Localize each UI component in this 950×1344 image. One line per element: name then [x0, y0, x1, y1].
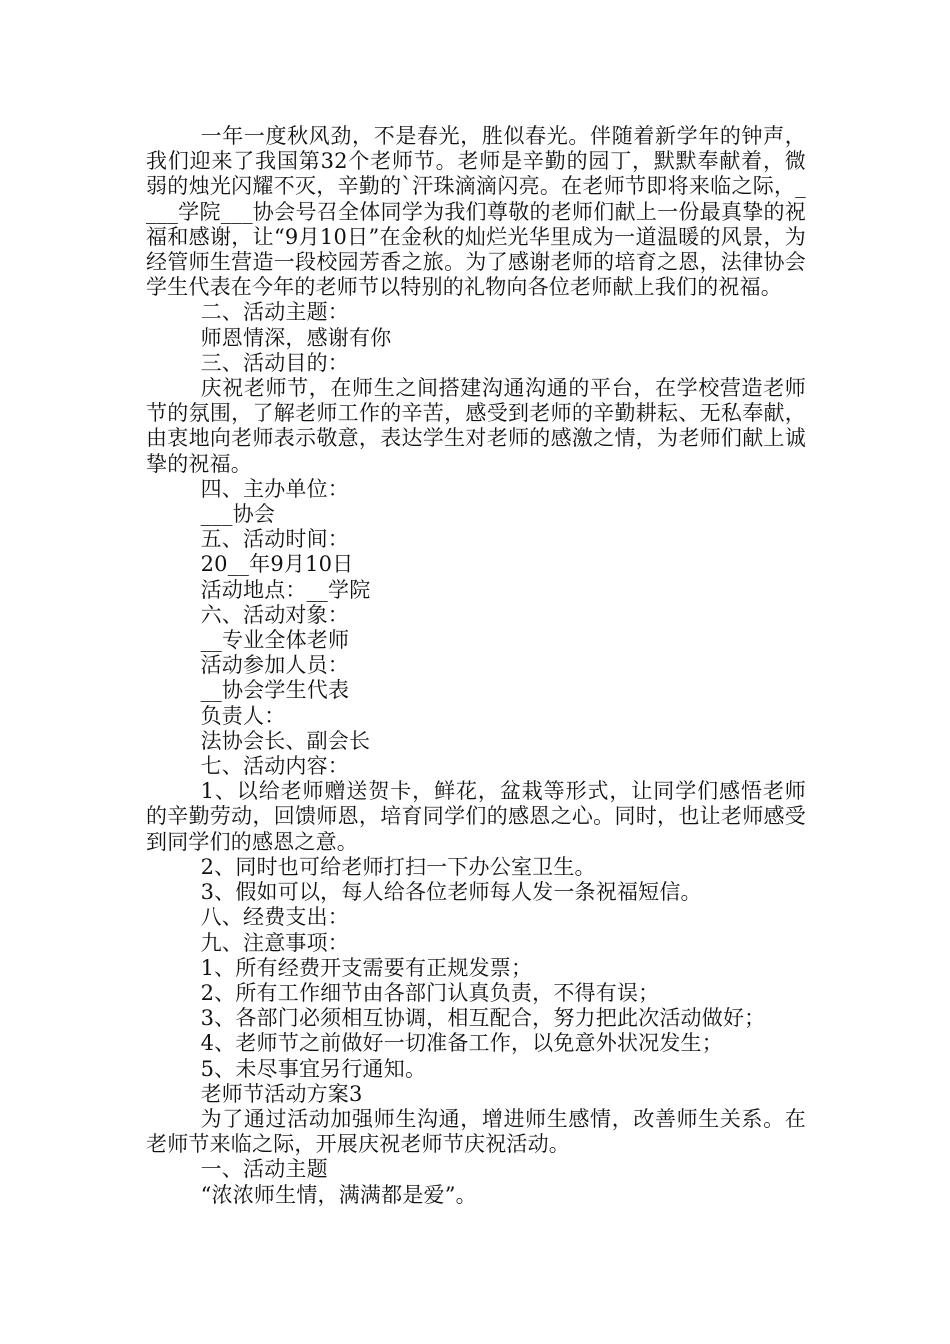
section-heading-time: 五、活动时间：: [200, 527, 349, 552]
lead-text: 法协会长、副会长: [200, 728, 371, 753]
plan-3-title: 老师节活动方案3: [200, 1081, 363, 1106]
note-item-1: 1、所有经费开支需要有正规发票；: [200, 955, 533, 980]
note-item-2: 2、所有工作细节由各部门认真负责，不得有误；: [200, 980, 660, 1005]
section-heading-organizer: 四、主办单位：: [200, 476, 349, 501]
location-text: 活动地点：__学院: [200, 577, 371, 602]
theme-text: 师恩情深，感谢有你: [200, 325, 392, 350]
note-item-4: 4、老师节之前做好一切准备工作，以免意外状况发生；: [200, 1031, 723, 1056]
section-heading-purpose: 三、活动目的：: [200, 350, 349, 375]
purpose-paragraph: 庆祝老师节，在师生之间搭建沟通沟通的平台，在学校营造老师节的氛围，了解老师工作的辛苦，感受到老师的辛勤耕耘、无私奉献，由衷地向老师表示敬意，表达学生对老师的感激之情，为老师们献上诚挚的祝福。: [146, 376, 806, 476]
section-heading-budget: 八、经费支出：: [200, 905, 349, 930]
time-text: 20__年9月10日: [200, 552, 354, 577]
section-heading-audience: 六、活动对象：: [200, 602, 349, 627]
section-heading-theme: 二、活动主题：: [200, 300, 349, 325]
content-item-1: 1、以给老师赠送贺卡，鲜花，盆栽等形式，让同学们感悟老师的辛勤劳动，回馈师恩，培育同学们的感恩之心。同时，也让老师感受到同学们的感恩之意。: [146, 779, 806, 854]
section-heading-content: 七、活动内容：: [200, 754, 349, 779]
section-heading-notes: 九、注意事项：: [200, 930, 349, 955]
participants-text: __协会学生代表: [200, 678, 350, 703]
intro-paragraph: 一年一度秋风劲，不是春光，胜似春光。伴随着新学年的钟声，我们迎来了我国第32个老师节。老师是辛勤的园丁，默默奉献着，微弱的烛光闪耀不灭，辛勤的`汗珠滴滴闪亮。在老师节即将来临之际，____学院___协会号召全体同学为我们尊敬的老师们献上一份最真挚的祝福和感谢，让“9月10日”在金秋的灿烂光华里成为一道温暖的风景，为经管师生营造一段校园芳香之旅。为了感谢老师的培育之恩，法律协会学生代表在今年的老师节以特别的礼物向各位老师献上我们的祝福。: [146, 124, 806, 300]
content-item-2: 2、同时也可给老师打扫一下办公室卫生。: [200, 854, 596, 879]
content-item-3: 3、假如可以，每人给各位老师每人发一条祝福短信。: [200, 880, 702, 905]
plan-3-theme-text: “浓浓师生情，满满都是爱”。: [200, 1182, 477, 1207]
note-item-5: 5、未尽事宜另行通知。: [200, 1056, 427, 1081]
audience-text: __专业全体老师: [200, 628, 350, 653]
note-item-3: 3、各部门必须相互协调，相互配合，努力把此次活动做好；: [200, 1006, 766, 1031]
participants-label: 活动参加人员：: [200, 653, 349, 678]
plan-3-heading-theme: 一、活动主题: [200, 1157, 328, 1182]
organizer-text: ___协会: [200, 502, 276, 527]
lead-label: 负责人：: [200, 703, 286, 728]
plan-3-intro: 为了通过活动加强师生沟通，增进师生感情，改善师生关系。在老师节来临之际，开展庆祝老师节庆祝活动。: [146, 1106, 806, 1157]
document-body: [146, 124, 806, 1208]
